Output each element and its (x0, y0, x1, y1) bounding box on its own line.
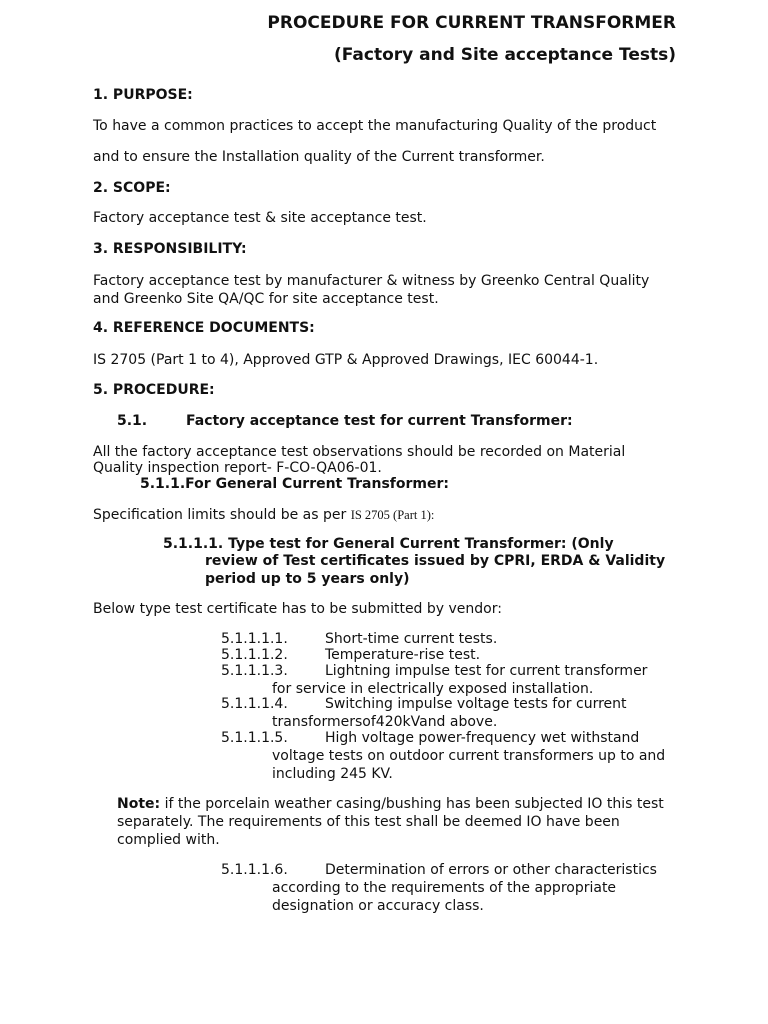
list-item-text-cont: transformersof420kVand above. (272, 714, 498, 730)
list-item-text: Lightning impulse test for current transformer (325, 663, 648, 679)
list-item-text: Determination of errors or other characteristics (325, 862, 657, 878)
specification-text (93, 507, 434, 524)
subsection-5-1-1-heading: 5.1.1.For General Current Transformer: (140, 476, 449, 492)
responsibility-heading: 3. RESPONSIBILITY: (93, 241, 247, 257)
document-title: PROCEDURE FOR CURRENT TRANSFORMER (267, 13, 676, 33)
list-item-text-cont: for service in electrically exposed installation. (272, 681, 594, 697)
list-item-number: 5.1.1.1.2. (221, 647, 288, 663)
list-item-text: Switching impulse voltage tests for current (325, 696, 627, 712)
subsection-5-1-1-1-heading-cont: review of Test certificates issued by CPRI, ERDA & Validity (205, 553, 666, 569)
note-text: if the porcelain weather casing/bushing has been subjected IO this test (160, 796, 664, 812)
list-item-number: 5.1.1.1.4. (221, 696, 288, 712)
vendor-submission-text: Below type test certificate has to be submitted by vendor: (93, 601, 502, 617)
responsibility-text-line: and Greenko Site QA/QC for site acceptance test. (93, 291, 439, 307)
list-item-text-cont: including 245 KV. (272, 766, 393, 782)
list-item-text: Temperature-rise test. (325, 647, 481, 663)
note-label: Note: (117, 796, 161, 812)
purpose-heading: 1. PURPOSE: (93, 87, 193, 103)
list-item-number: 5.1.1.1.6. (221, 862, 288, 878)
scope-heading: 2. SCOPE: (93, 180, 171, 196)
fat-intro-line: All the factory acceptance test observations should be recorded on Material (93, 444, 626, 460)
document-subtitle: (Factory and Site acceptance Tests) (334, 45, 676, 65)
procedure-heading: 5. PROCEDURE: (93, 382, 215, 398)
purpose-text-line: and to ensure the Installation quality of the Current transformer. (93, 149, 545, 165)
list-item-text: High voltage power-frequency wet withstand (325, 730, 640, 746)
scope-text: Factory acceptance test & site acceptance test. (93, 210, 427, 226)
subsection-5-1-title: Factory acceptance test for current Transformer: (186, 413, 573, 429)
list-item-number: 5.1.1.1.1. (221, 631, 288, 647)
note-line: separately. The requirements of this test shall be deemed IO have been (117, 814, 620, 830)
reference-heading: 4. REFERENCE DOCUMENTS: (93, 320, 315, 336)
list-item-text-cont: according to the requirements of the appropriate (272, 880, 617, 896)
responsibility-text-line: Factory acceptance test by manufacturer & witness by Greenko Central Quality (93, 273, 650, 289)
list-item-number: 5.1.1.1.3. (221, 663, 288, 679)
purpose-text-line: To have a common practices to accept the manufacturing Quality of the product (93, 118, 657, 134)
list-item-number: 5.1.1.1.5. (221, 730, 288, 746)
note-line: complied with. (117, 832, 220, 848)
list-item-text-cont: voltage tests on outdoor current transformers up to and (272, 748, 666, 764)
specification-label: Specification limits should be as per (93, 507, 351, 523)
note-line (117, 796, 664, 813)
subsection-5-1-1-1-heading-cont: period up to 5 years only) (205, 571, 410, 587)
subsection-5-1-number: 5.1. (117, 413, 148, 429)
subsection-5-1-1-1-heading: 5.1.1.1. Type test for General Current Transformer: (Only (163, 536, 614, 552)
fat-intro-line: Quality inspection report- F-CO-QA06-01. (93, 460, 382, 476)
reference-text: IS 2705 (Part 1 to 4), Approved GTP & Approved Drawings, IEC 60044-1. (93, 352, 599, 368)
specification-standard-ref: IS 2705 (Part 1): (350, 508, 435, 522)
list-item-text-cont: designation or accuracy class. (272, 898, 484, 914)
list-item-text: Short-time current tests. (325, 631, 498, 647)
